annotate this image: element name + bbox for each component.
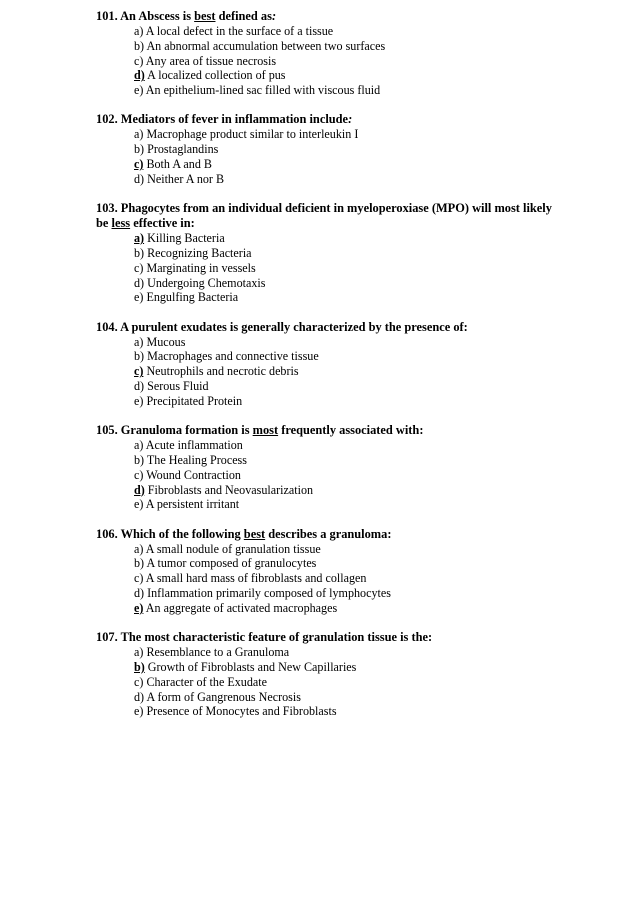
option-letter: e): [134, 497, 144, 512]
option-text: Both A and B: [146, 157, 212, 172]
question-stem: [96, 423, 556, 438]
option-letter: a): [134, 127, 144, 142]
option-letter: e): [134, 393, 144, 408]
option-item: [134, 660, 556, 675]
question-stem: [96, 630, 556, 645]
option-text: Fibroblasts and Neovasularization: [147, 482, 314, 497]
option-letter: b): [134, 245, 145, 260]
option-list: [134, 335, 556, 409]
question-stem: [96, 112, 556, 127]
option-text: The Healing Process: [146, 452, 247, 467]
option-list: [134, 438, 556, 512]
option-list: [134, 127, 556, 186]
option-letter: a): [134, 231, 145, 246]
option-text: Wound Contraction: [146, 467, 241, 482]
option-text: A tumor composed of granulocytes: [146, 556, 317, 571]
option-letter: d): [134, 171, 145, 186]
answer-mark: [134, 68, 145, 82]
question-stem-part: A purulent exudates is generally characterized by the presence of:: [120, 319, 468, 334]
question-stem-part: :: [271, 9, 277, 23]
option-item: [134, 645, 556, 660]
question-stem: [96, 320, 556, 335]
question-stem-part: Granuloma formation is: [120, 423, 253, 438]
option-item: [134, 276, 556, 291]
question-stem-part: describes a granuloma:: [265, 526, 392, 541]
option-letter: a): [134, 645, 144, 660]
option-text: Prostaglandins: [147, 142, 219, 157]
question-number: 107.: [96, 630, 118, 645]
option-letter: e): [134, 83, 144, 98]
option-list: [134, 231, 556, 305]
option-text: Undergoing Chemotaxis: [147, 275, 266, 290]
option-item: [134, 54, 556, 69]
answer-mark: [134, 601, 143, 615]
option-letter: c): [134, 467, 144, 482]
option-text: An aggregate of activated macrophages: [145, 600, 338, 615]
question-number: 104.: [96, 319, 118, 334]
question-stem-part: :: [348, 112, 353, 127]
option-item: [134, 542, 556, 557]
option-item: [134, 394, 556, 409]
option-item: [134, 142, 556, 157]
emphasis-italic: [272, 9, 276, 23]
option-letter: d): [134, 482, 145, 497]
option-item: [134, 68, 556, 83]
option-item: [134, 290, 556, 305]
option-item: [134, 704, 556, 719]
option-item: [134, 83, 556, 98]
emphasis-italic: [348, 112, 352, 126]
option-letter: b): [134, 556, 145, 571]
option-item: [134, 453, 556, 468]
option-letter: d): [134, 689, 145, 704]
option-text: Recognizing Bacteria: [147, 245, 252, 260]
option-item: [134, 468, 556, 483]
option-letter: b): [134, 659, 145, 674]
emphasis-underline: [253, 423, 278, 437]
option-item: [134, 172, 556, 187]
answer-mark: [134, 231, 144, 245]
question-107: [96, 630, 556, 719]
option-item: [134, 364, 556, 379]
option-letter: a): [134, 24, 144, 38]
question-stem-part: An Abscess is: [120, 9, 195, 23]
option-letter: c): [134, 571, 144, 586]
option-item: [134, 24, 556, 39]
question-list: [96, 9, 556, 734]
question-stem-part: defined as: [215, 9, 272, 23]
option-text: Killing Bacteria: [147, 231, 225, 246]
option-text: Precipitated Protein: [146, 393, 243, 408]
option-item: [134, 690, 556, 705]
answer-mark: [134, 157, 143, 171]
option-item: [134, 556, 556, 571]
option-text: Engulfing Bacteria: [146, 290, 239, 305]
question-stem-part: Which of the following: [120, 526, 244, 541]
option-text: A small nodule of granulation tissue: [145, 541, 321, 556]
option-letter: d): [134, 275, 145, 290]
question-stem: [96, 201, 556, 231]
option-letter: c): [134, 364, 144, 379]
option-letter: d): [134, 68, 145, 83]
option-text: Resemblance to a Granuloma: [146, 645, 290, 660]
option-text: Neither A nor B: [147, 171, 225, 186]
option-letter: b): [134, 452, 145, 467]
option-text: An abnormal accumulation between two surfaces: [146, 38, 386, 53]
question-stem-part: Mediators of fever in inflammation include: [120, 112, 349, 127]
option-letter: d): [134, 379, 145, 394]
question-102: [96, 112, 556, 186]
option-list: [134, 24, 556, 98]
option-item: [134, 675, 556, 690]
option-item: [134, 601, 556, 616]
answer-mark: [134, 483, 145, 497]
option-text: Inflammation primarily composed of lymphocytes: [147, 586, 391, 601]
question-stem-part: best: [243, 526, 266, 541]
question-104: [96, 320, 556, 409]
question-101: [96, 9, 556, 98]
question-number: 106.: [96, 526, 118, 541]
option-text: Marginating in vessels: [146, 260, 256, 275]
option-letter: c): [134, 157, 144, 172]
option-item: [134, 483, 556, 498]
option-letter: d): [134, 586, 145, 601]
option-letter: b): [134, 38, 145, 53]
option-text: A small hard mass of fibroblasts and collagen: [145, 571, 367, 586]
option-letter: e): [134, 704, 144, 719]
option-text: Acute inflammation: [145, 438, 243, 453]
emphasis-underline: [112, 216, 131, 230]
option-item: [134, 127, 556, 142]
option-letter: e): [134, 600, 144, 615]
option-item: [134, 246, 556, 261]
question-103: [96, 201, 556, 305]
option-letter: c): [134, 674, 144, 689]
option-item: [134, 335, 556, 350]
option-letter: b): [134, 349, 145, 364]
option-item: [134, 349, 556, 364]
option-text: A form of Gangrenous Necrosis: [146, 689, 301, 704]
option-text: Macrophage product similar to interleukin I: [146, 127, 359, 142]
option-text: Neutrophils and necrotic debris: [146, 364, 299, 379]
option-letter: e): [134, 290, 144, 305]
option-item: [134, 157, 556, 172]
question-stem-part: most: [252, 423, 279, 438]
option-item: [134, 261, 556, 276]
emphasis-underline: [244, 527, 265, 541]
option-text: Character of the Exudate: [146, 674, 267, 689]
answer-mark: [134, 660, 145, 674]
question-stem-part: frequently associated with:: [278, 423, 424, 438]
option-letter: b): [134, 142, 145, 157]
option-text: Macrophages and connective tissue: [147, 349, 319, 364]
question-number: 103.: [96, 201, 118, 216]
option-item: [134, 438, 556, 453]
option-text: Mucous: [146, 334, 186, 349]
question-stem-part: Phagocytes from an individual deficient in myeloperoxiase (MPO) will most likely be: [96, 201, 552, 231]
option-list: [134, 645, 556, 719]
option-letter: a): [134, 334, 144, 349]
question-105: [96, 423, 556, 512]
question-stem-part: less: [111, 216, 131, 231]
question-number: 102.: [96, 112, 118, 127]
question-stem: [96, 527, 556, 542]
option-item: [134, 39, 556, 54]
question-stem-part: effective in:: [130, 216, 195, 231]
question-stem-part: best: [194, 9, 216, 23]
option-item: [134, 571, 556, 586]
option-item: [134, 231, 556, 246]
option-text: A localized collection of pus: [147, 68, 286, 83]
option-text: Serous Fluid: [147, 379, 209, 394]
option-item: [134, 497, 556, 512]
option-text: A local defect in the surface of a tissue: [145, 24, 334, 38]
answer-mark: [134, 364, 143, 378]
question-number: 101.: [96, 9, 118, 23]
option-text: A persistent irritant: [145, 497, 240, 512]
question-106: [96, 527, 556, 616]
question-number: 105.: [96, 423, 118, 438]
option-letter: a): [134, 438, 144, 453]
question-stem: [96, 9, 556, 24]
option-list: [134, 542, 556, 616]
option-text: Growth of Fibroblasts and New Capillaries: [147, 659, 357, 674]
question-stem-part: The most characteristic feature of granulation tissue is the:: [120, 630, 433, 645]
option-item: [134, 379, 556, 394]
option-letter: a): [134, 541, 144, 556]
option-text: Any area of tissue necrosis: [145, 53, 277, 68]
option-letter: c): [134, 53, 144, 68]
option-letter: c): [134, 260, 144, 275]
option-item: [134, 586, 556, 601]
option-text: Presence of Monocytes and Fibroblasts: [146, 704, 337, 719]
emphasis-underline: [194, 9, 215, 23]
option-text: An epithelium-lined sac filled with viscous fluid: [145, 83, 381, 98]
